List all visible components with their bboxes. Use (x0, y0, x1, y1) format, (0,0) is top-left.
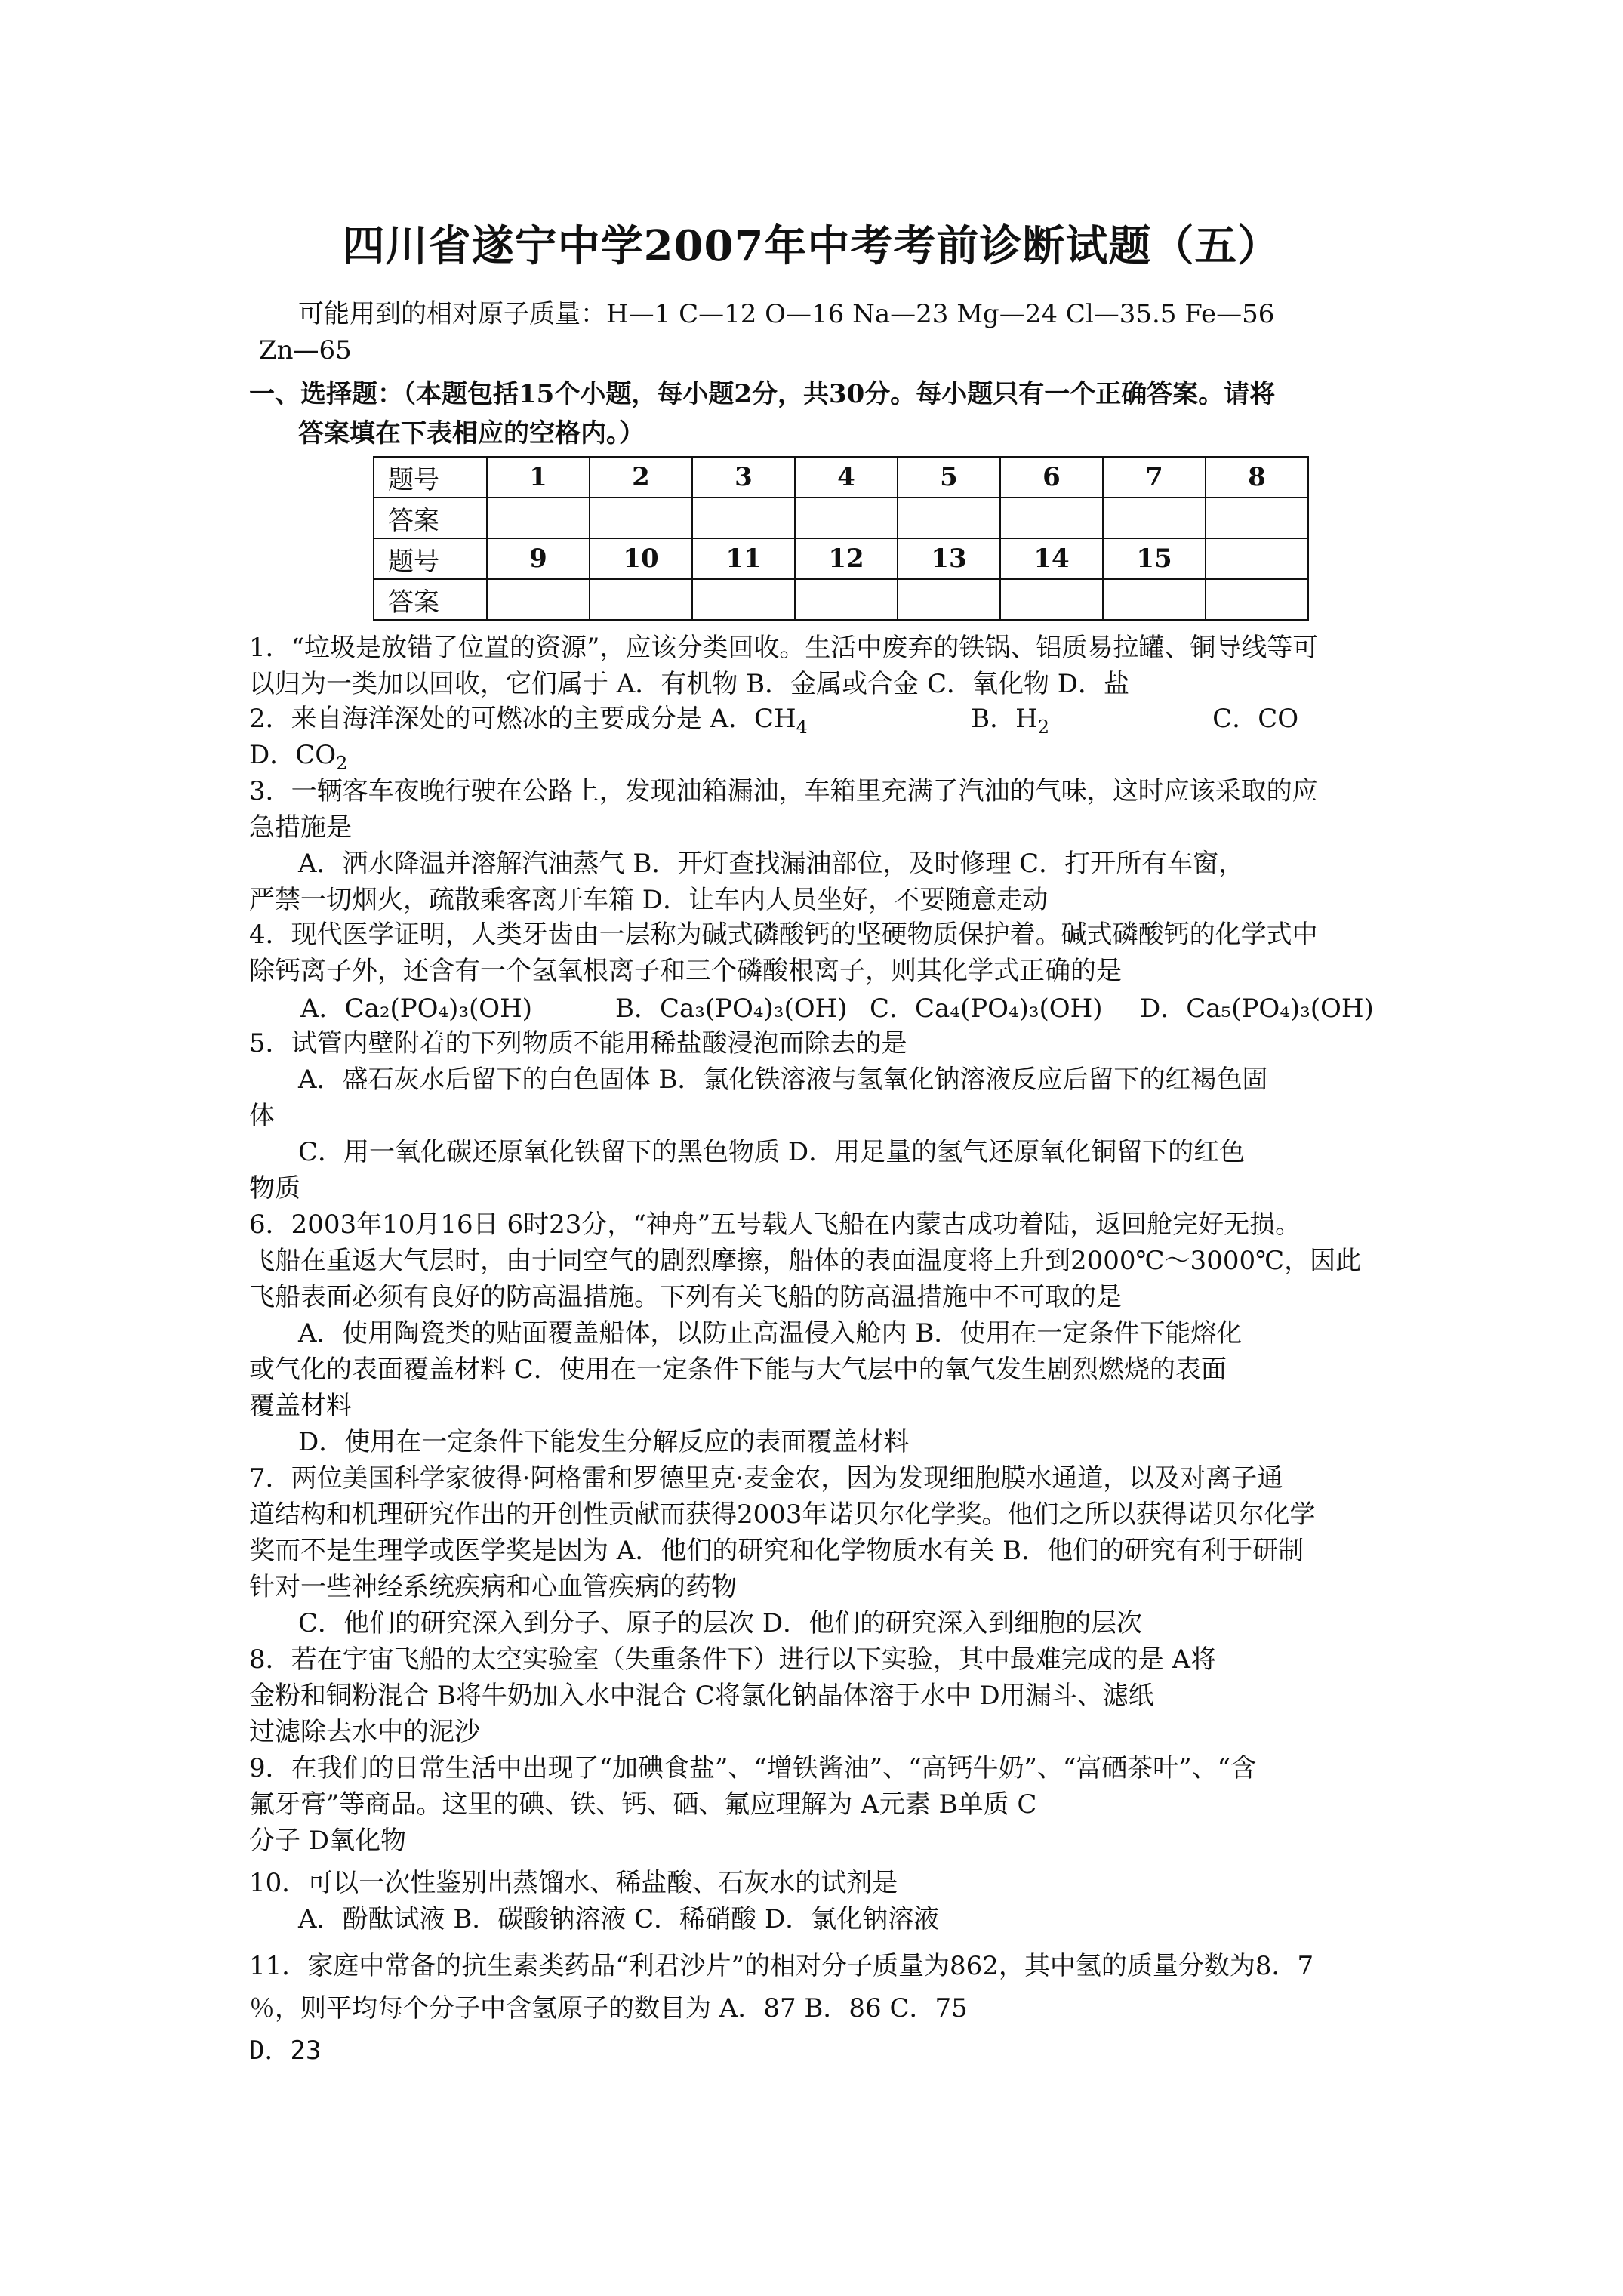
question-number-cell: 14 (1000, 538, 1103, 579)
question-10-line: A．酚酞试液 B．碳酸钠溶液 C．稀硝酸 D．氯化钠溶液 (298, 1904, 940, 1934)
question-6-line: 飞船表面必须有良好的防高温措施。下列有关飞船的防高温措施中不可取的是 (249, 1282, 1122, 1312)
answer-cell[interactable] (692, 498, 795, 538)
subscript: 2 (1037, 716, 1050, 738)
question-4-line: 除钙离子外，还含有一个氢氧根离子和三个磷酸根离子，则其化学式正确的是 (249, 956, 1122, 986)
question-5-line: 5．试管内壁附着的下列物质不能用稀盐酸浸泡而除去的是 (249, 1028, 907, 1059)
question-10-line: 10．可以一次性鉴别出蒸馏水、稀盐酸、石灰水的试剂是 (249, 1868, 898, 1898)
question-4-option-a: A．Ca₂(PO₄)₃(OH) (300, 994, 533, 1024)
question-number-cell: 15 (1103, 538, 1206, 579)
question-9-line: 氟牙膏”等商品。这里的碘、铁、钙、硒、氟应理解为 A元素 B单质 C (249, 1789, 1037, 1820)
section-heading (249, 376, 1404, 412)
question-9-line: 9．在我们的日常生活中出现了“加碘食盐”、“增铁酱油”、“高钙牛奶”、“富硒茶叶”、“含 (249, 1753, 1257, 1783)
answer-cell[interactable] (1000, 498, 1103, 538)
page-title: 四川省遂宁中学2007年中考考前诊断试题（五） (342, 221, 1281, 271)
answer-cell[interactable] (898, 498, 1000, 538)
question-8-line: 金粉和铜粉混合 B将牛奶加入水中混合 C将氯化钠晶体溶于水中 D用漏斗、滤纸 (249, 1681, 1154, 1711)
question-2-option-d: D．CO (249, 740, 337, 770)
answer-cell[interactable] (1103, 498, 1206, 538)
question-number-cell: 13 (898, 538, 1000, 579)
question-4-option-d: D．Ca₅(PO₄)₃(OH) (1140, 994, 1374, 1024)
question-3-line: 严禁一切烟火，疏散乘客离开车箱 D．让车内人员坐好，不要随意走动 (249, 885, 1049, 915)
question-number-cell: 6 (1000, 457, 1103, 498)
answer-cell[interactable] (590, 579, 692, 620)
question-8-line: 8．若在宇宙飞船的太空实验室（失重条件下）进行以下实验，其中最难完成的是 A将 (249, 1644, 1216, 1675)
question-2-option-c: C．CO (1049, 704, 1299, 734)
question-9-line: 分子 D氧化物 (249, 1826, 407, 1856)
question-5-line: C．用一氧化碳还原氧化铁留下的黑色物质 D．用足量的氢气还原氧化铜留下的红色 (298, 1137, 1246, 1167)
question-11-line: D．23 (249, 2036, 322, 2066)
question-7-line: 7．两位美国科学家彼得·阿格雷和罗德里克·麦金农，因为发现细胞膜水通道，以及对离子通 (249, 1463, 1283, 1493)
question-7-line: 奖而不是生理学或医学奖是因为 A．他们的研究和化学物质水有关 B．他们的研究有利于研制 (249, 1536, 1304, 1566)
answer-cell[interactable] (487, 579, 590, 620)
question-number-cell: 11 (692, 538, 795, 579)
answer-cell[interactable] (590, 498, 692, 538)
subscript: 4 (796, 716, 808, 738)
answer-cell[interactable] (1206, 498, 1308, 538)
answer-cell[interactable] (795, 579, 898, 620)
row-label: 题号 (374, 457, 487, 498)
question-6-line: D．使用在一定条件下能发生分解反应的表面覆盖材料 (298, 1427, 910, 1457)
question-5-line: A．盛石灰水后留下的白色固体 B．氯化铁溶液与氢氧化钠溶液反应后留下的红褐色固 (298, 1065, 1268, 1095)
subscript: 2 (336, 752, 348, 774)
atomic-mass-line-cont: Zn—65 (259, 335, 352, 365)
atomic-mass-line: 可能用到的相对原子质量：H—1 C—12 O—16 Na—23 Mg—24 Cl—35.5 Fe—56 (298, 299, 1275, 329)
question-6-line: 或气化的表面覆盖材料 C．使用在一定条件下能与大气层中的氧气发生剧烈燃烧的表面 (249, 1354, 1227, 1385)
table-row (374, 498, 1308, 538)
question-number-cell: 8 (1206, 457, 1308, 498)
question-8-line: 过滤除去水中的泥沙 (249, 1717, 480, 1747)
question-number-cell (1206, 538, 1308, 579)
section-heading-text: 一、选择题：（本题包括15个小题，每小题2分，共30分。每小题只有一个正确答案。请将 (249, 379, 1276, 409)
question-1-line: 1．“垃圾是放错了位置的资源”，应该分类回收。生活中废弃的铁锅、铝质易拉罐、铜导线等可 (249, 633, 1319, 663)
answer-cell[interactable] (1206, 579, 1308, 620)
question-4-option-b: B．Ca₃(PO₄)₃(OH) (615, 994, 848, 1024)
row-label: 答案 (374, 579, 487, 620)
answer-cell[interactable] (1000, 579, 1103, 620)
question-7-line: C．他们的研究深入到分子、原子的层次 D．他们的研究深入到细胞的层次 (298, 1608, 1143, 1638)
answer-table (373, 456, 1309, 621)
question-number-cell: 5 (898, 457, 1000, 498)
question-4-line: 4．现代医学证明，人类牙齿由一层称为碱式磷酸钙的坚硬物质保护着。碱式磷酸钙的化学式中 (249, 920, 1318, 950)
row-label: 题号 (374, 538, 487, 579)
question-7-line: 针对一些神经系统疾病和心血管疾病的药物 (249, 1572, 737, 1602)
question-number-cell: 12 (795, 538, 898, 579)
question-11-line: 11．家庭中常备的抗生素类药品“利君沙片”的相对分子质量为862，其中氢的质量分数为8．7 (249, 1951, 1314, 1981)
question-number-cell: 2 (590, 457, 692, 498)
answer-cell[interactable] (487, 498, 590, 538)
question-number-cell: 9 (487, 538, 590, 579)
question-number-cell: 10 (590, 538, 692, 579)
table-row (374, 579, 1308, 620)
question-4-option-c: C．Ca₄(PO₄)₃(OH) (870, 994, 1103, 1024)
question-1-line: 以归为一类加以回收，它们属于 A．有机物 B．金属或合金 C．氧化物 D．盐 (249, 669, 1130, 699)
question-7-line: 道结构和机理研究作出的开创性贡献而获得2003年诺贝尔化学奖。他们之所以获得诺贝尔化学 (249, 1499, 1316, 1530)
question-number-cell: 3 (692, 457, 795, 498)
question-2-stem: 2．来自海洋深处的可燃冰的主要成分是 A．CH (249, 704, 796, 734)
question-6-line: 覆盖材料 (249, 1391, 352, 1421)
question-6-line: 6．2003年10月16日 6时23分，“神舟”五号载人飞船在内蒙古成功着陆，返回舱完好无损。 (249, 1210, 1301, 1240)
question-3-line: A．洒水降温并溶解汽油蒸气 B．开灯查找漏油部位，及时修理 C．打开所有车窗， (298, 849, 1245, 879)
question-number-cell: 7 (1103, 457, 1206, 498)
section-heading-text-cont: 答案填在下表相应的空格内。） (298, 418, 645, 448)
answer-cell[interactable] (795, 498, 898, 538)
row-label: 答案 (374, 498, 487, 538)
question-5-line: 物质 (249, 1173, 300, 1203)
answer-cell[interactable] (1103, 579, 1206, 620)
question-5-line: 体 (249, 1101, 275, 1131)
question-6-line: 飞船在重返大气层时，由于同空气的剧烈摩擦，船体的表面温度将上升到2000℃～3000℃，因此 (249, 1246, 1362, 1276)
table-row (374, 538, 1308, 579)
question-11-line: ％，则平均每个分子中含氢原子的数目为 A．87 B．86 C．75 (249, 1993, 968, 2023)
table-row (374, 457, 1308, 498)
question-6-line: A．使用陶瓷类的贴面覆盖船体，以防止高温侵入舱内 B．使用在一定条件下能熔化 (298, 1318, 1243, 1348)
question-2-option-b: B．H (807, 704, 1038, 734)
question-number-cell: 4 (795, 457, 898, 498)
question-3-line: 3．一辆客车夜晚行驶在公路上，发现油箱漏油，车箱里充满了汽油的气味，这时应该采取的应 (249, 776, 1318, 806)
question-3-line: 急措施是 (249, 812, 352, 843)
section-heading-cont (298, 415, 1453, 451)
answer-cell[interactable] (692, 579, 795, 620)
question-number-cell: 1 (487, 457, 590, 498)
answer-cell[interactable] (898, 579, 1000, 620)
